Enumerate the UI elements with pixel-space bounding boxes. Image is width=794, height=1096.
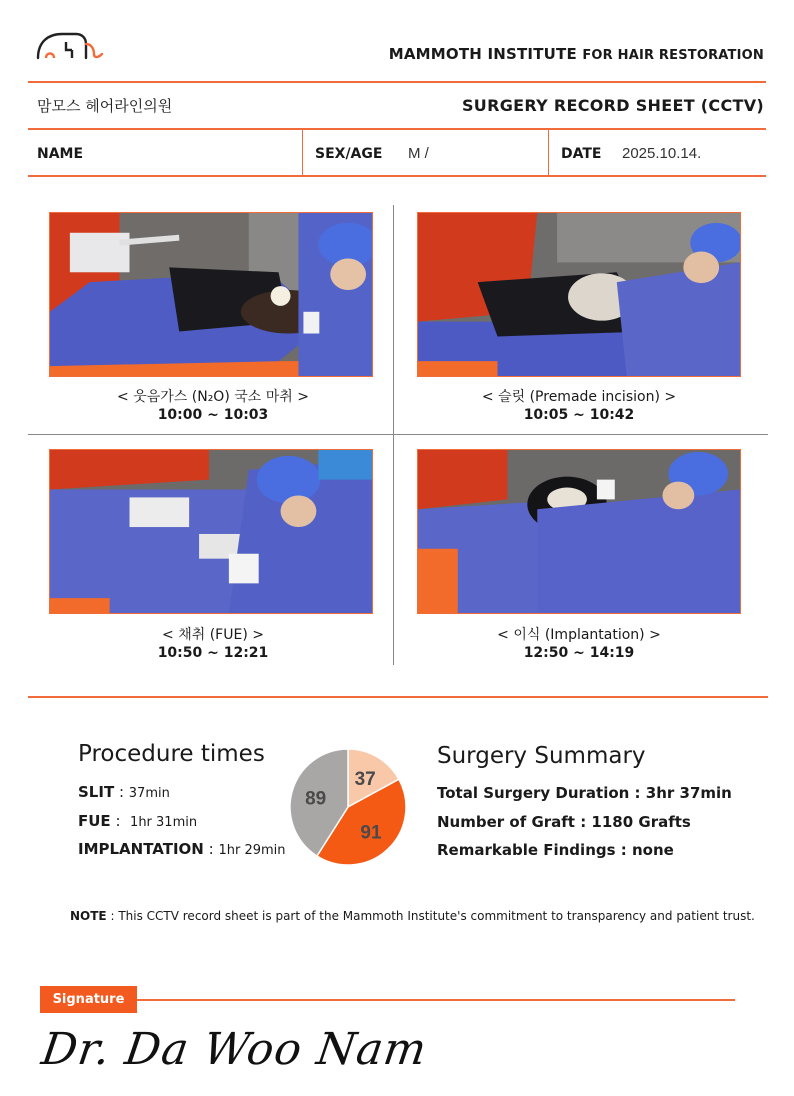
photo-caption-time: 10:00 ~ 10:03 <box>157 407 269 423</box>
procedure-row: IMPLANTATION : 1hr 29min <box>78 840 286 858</box>
photo-caption-time: 10:50 ~ 12:21 <box>157 645 269 661</box>
fields-bottom-divider <box>28 175 766 177</box>
grid-horizontal-divider <box>28 434 768 435</box>
photo-caption-title: < 채취 (FUE) > <box>162 627 264 643</box>
procedure-pie-chart <box>287 746 409 868</box>
photo-caption-title: < 이식 (Implantation) > <box>497 627 661 643</box>
header-divider <box>28 81 766 83</box>
summary-row: Remarkable Findings : none <box>437 841 674 859</box>
procedure-label: FUE <box>78 812 111 830</box>
fields-top-divider <box>28 128 766 130</box>
photo-caption <box>399 626 759 662</box>
cctv-photo-anesthesia <box>49 212 373 377</box>
procedure-row: FUE : 1hr 31min <box>78 812 198 830</box>
clinic-korean-name: 맘모스 헤어라인의원 <box>37 97 173 115</box>
sexage-label: SEX/AGE <box>315 146 383 162</box>
section-divider <box>28 696 768 698</box>
institute-name: MAMMOTH INSTITUTE FOR HAIR RESTORATION <box>388 45 764 63</box>
field-divider <box>548 129 549 176</box>
signature-name: Dr. Da Woo Nam <box>38 1024 431 1075</box>
summary-row: Number of Graft : 1180 Grafts <box>437 813 691 831</box>
name-label: NAME <box>37 146 84 162</box>
cctv-photo-implantation <box>417 449 741 614</box>
grid-vertical-divider <box>393 205 394 665</box>
procedure-value: 1hr 31min <box>130 815 198 830</box>
signature-line <box>137 999 735 1001</box>
photo-caption <box>33 626 393 662</box>
date-value: 2025.10.14. <box>622 145 702 162</box>
note-text: This CCTV record sheet is part of the Mammoth Institute's commitment to transparency and patient trust. <box>118 909 755 923</box>
procedure-title: Procedure times <box>78 741 265 767</box>
field-divider <box>302 129 303 176</box>
note: NOTE : This CCTV record sheet is part of the Mammoth Institute's commitment to transparency and patient trust. <box>70 909 755 923</box>
cctv-photo-fue <box>49 449 373 614</box>
photo-caption-time: 10:05 ~ 10:42 <box>523 407 635 423</box>
procedure-row: SLIT : 37min <box>78 783 170 801</box>
sheet-title: SURGERY RECORD SHEET (CCTV) <box>461 96 764 115</box>
mammoth-logo-icon <box>36 28 108 64</box>
sexage-value: M / <box>408 145 429 162</box>
signature-badge: Signature <box>40 986 137 1013</box>
cctv-photo-slit <box>417 212 741 377</box>
procedure-value: 1hr 29min <box>218 843 286 858</box>
pie-label: 91 <box>360 822 382 844</box>
summary-row: Total Surgery Duration : 3hr 37min <box>437 784 732 802</box>
date-label: DATE <box>561 146 602 162</box>
photo-caption-title: < 웃음가스 (N₂O) 국소 마취 > <box>117 389 309 405</box>
note-label: NOTE <box>70 909 107 923</box>
summary-title: Surgery Summary <box>437 743 646 769</box>
pie-label: 89 <box>305 788 327 810</box>
photo-caption-time: 12:50 ~ 14:19 <box>523 645 635 661</box>
procedure-label: SLIT <box>78 783 115 801</box>
photo-caption <box>399 388 759 424</box>
photo-caption-title: < 슬릿 (Premade incision) > <box>481 389 677 405</box>
procedure-value: 37min <box>128 786 170 801</box>
pie-label: 37 <box>354 769 376 791</box>
procedure-label: IMPLANTATION <box>78 840 204 858</box>
photo-caption <box>33 388 393 424</box>
